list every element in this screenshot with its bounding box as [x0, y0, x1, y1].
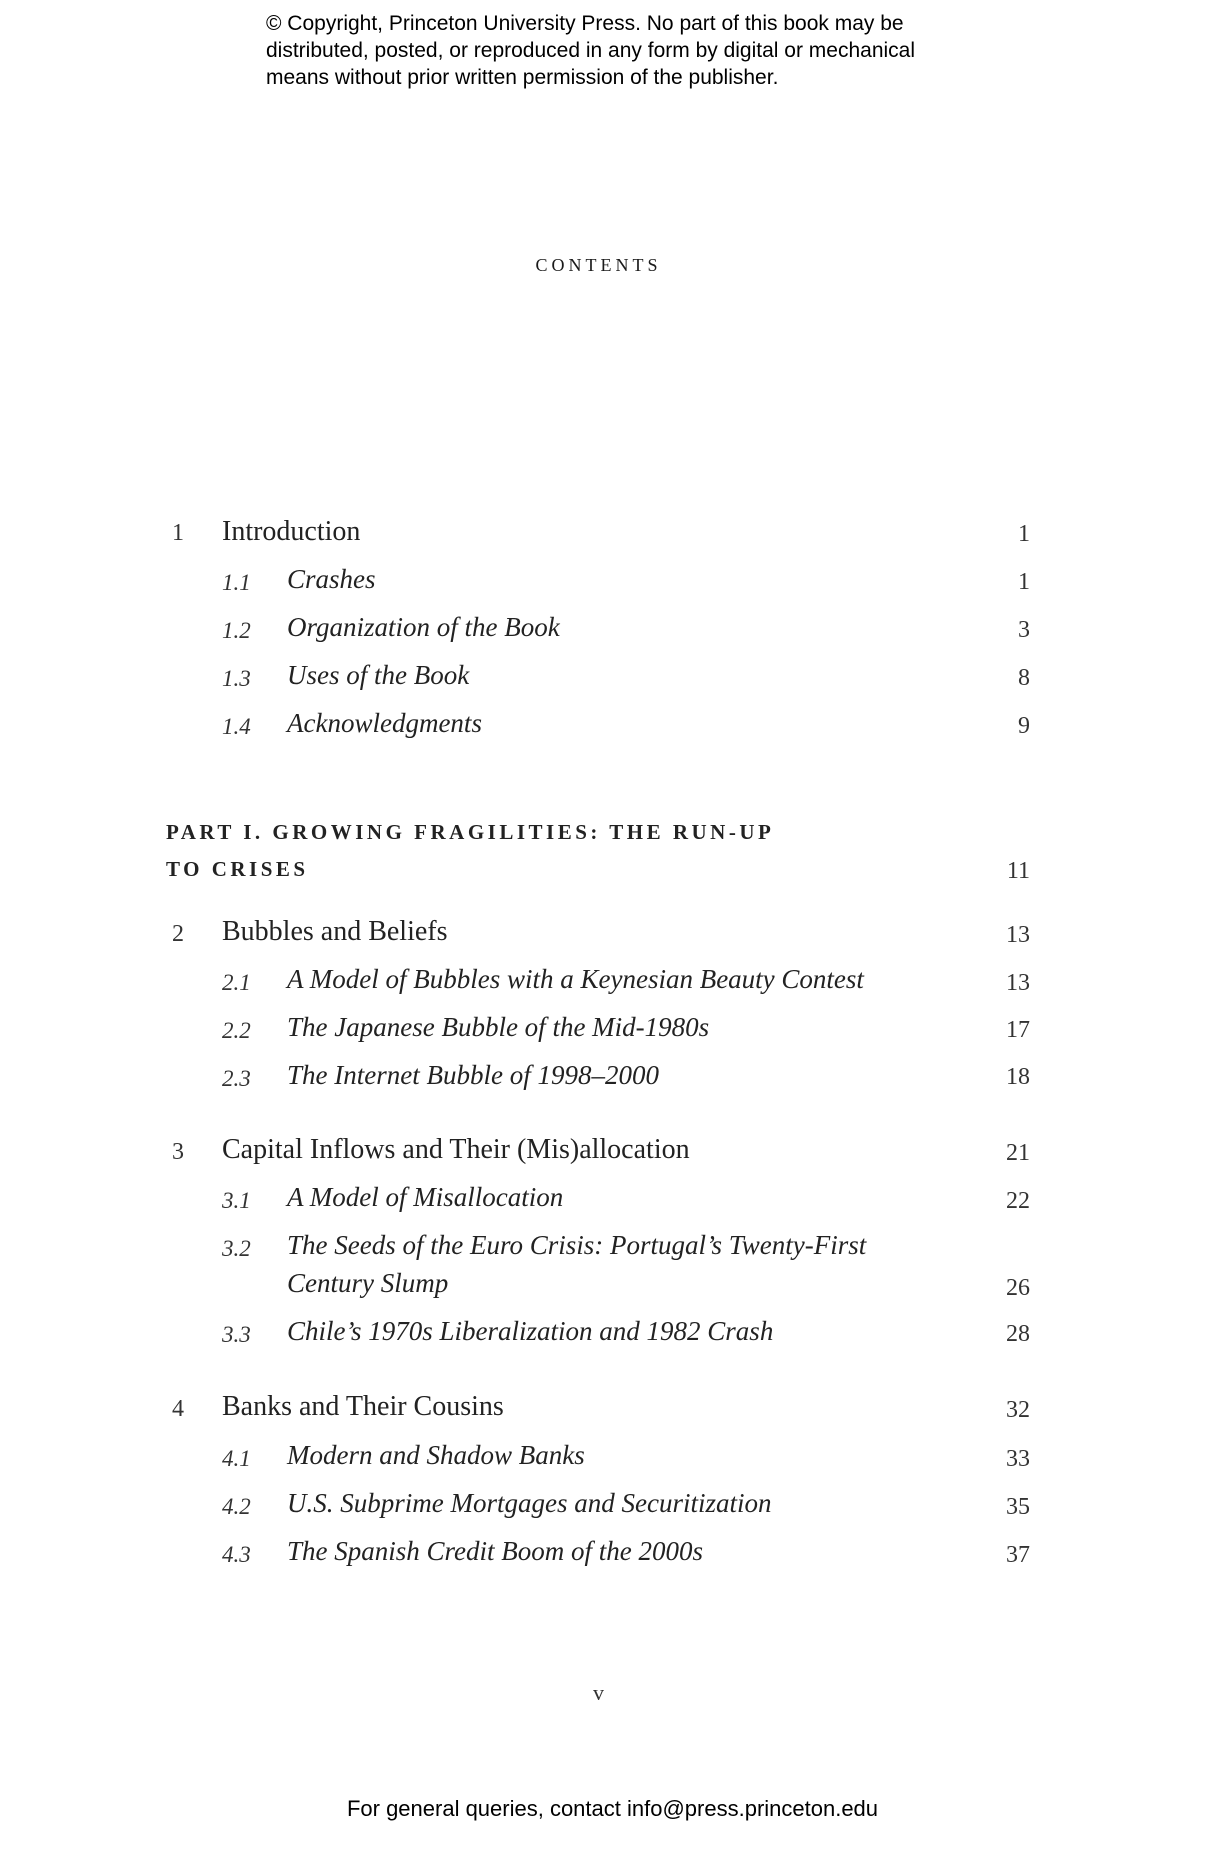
section-number: 1.1	[222, 570, 251, 595]
section-title[interactable]: Uses of the Book	[287, 660, 470, 690]
page-number: 32	[1006, 1397, 1030, 1423]
section-number: 4.2	[222, 1494, 251, 1519]
copyright-line: distributed, posted, or reproduced in any form by digital or mechanical	[266, 39, 916, 62]
section-number: 4.1	[222, 1446, 251, 1471]
section-number: 3.3	[222, 1322, 251, 1347]
page-folio: v	[593, 1680, 604, 1705]
chapter-number: 1	[172, 520, 184, 546]
page-number: 35	[1006, 1494, 1030, 1520]
page-number: 8	[1018, 665, 1030, 691]
chapter-number: 3	[172, 1139, 184, 1165]
section-number: 2.3	[222, 1066, 251, 1091]
chapter-number: 4	[172, 1396, 184, 1422]
footer-contact: For general queries, contact info@press.princeton.edu	[346, 1796, 879, 1821]
page-number: 9	[1018, 713, 1030, 739]
chapter-number: 2	[172, 921, 184, 947]
page-number: 26	[1006, 1275, 1030, 1301]
copyright-line: © Copyright, Princeton University Press. No part of this book may be	[266, 12, 904, 35]
page-number: 18	[1006, 1064, 1030, 1090]
section-number: 1.3	[222, 666, 251, 691]
section-title[interactable]: Acknowledgments	[287, 708, 482, 738]
page-number: 1	[1018, 521, 1030, 547]
section-number: 2.1	[222, 970, 251, 995]
page-number: 1	[1018, 569, 1030, 595]
section-title[interactable]: The Spanish Credit Boom of the 2000s	[287, 1536, 703, 1566]
page-number: 22	[1006, 1188, 1030, 1214]
section-title[interactable]: Modern and Shadow Banks	[287, 1440, 585, 1470]
page-number: 28	[1006, 1321, 1030, 1347]
section-title[interactable]: Chile’s 1970s Liberalization and 1982 Crash	[287, 1316, 774, 1346]
chapter-title[interactable]: Banks and Their Cousins	[222, 1391, 504, 1422]
page-number: 21	[1006, 1140, 1030, 1166]
section-title[interactable]: The Internet Bubble of 1998–2000	[287, 1060, 659, 1090]
section-title[interactable]: U.S. Subprime Mortgages and Securitization	[287, 1488, 772, 1518]
part-heading-line2[interactable]: TO CRISES	[166, 857, 309, 881]
chapter-title[interactable]: Introduction	[222, 516, 361, 547]
copyright-line: means without prior written permission of the publisher.	[266, 66, 779, 89]
page-number: 13	[1006, 922, 1030, 948]
section-number: 1.4	[222, 714, 251, 739]
page-number: 33	[1006, 1446, 1030, 1472]
chapter-title[interactable]: Bubbles and Beliefs	[222, 916, 448, 947]
section-number: 3.1	[222, 1188, 251, 1213]
section-title[interactable]: A Model of Bubbles with a Keynesian Beauty Contest	[287, 964, 864, 994]
page-number: 13	[1006, 970, 1030, 996]
section-number: 1.2	[222, 618, 251, 643]
section-number: 2.2	[222, 1018, 251, 1043]
section-title[interactable]: Organization of the Book	[287, 612, 560, 642]
section-number: 3.2	[222, 1236, 251, 1261]
contents-heading: contents	[535, 250, 662, 277]
page-number: 17	[1006, 1017, 1030, 1043]
section-title[interactable]: A Model of Misallocation	[287, 1182, 564, 1212]
section-title[interactable]: Crashes	[287, 564, 376, 594]
section-title-line1[interactable]: The Seeds of the Euro Crisis: Portugal’s Twenty-First	[287, 1230, 867, 1260]
page-number: 11	[1006, 858, 1030, 884]
page-number: 3	[1018, 617, 1030, 643]
section-title-line2[interactable]: Century Slump	[287, 1268, 449, 1298]
part-heading-line1[interactable]: PART I. GROWING FRAGILITIES: THE RUN-UP	[166, 820, 775, 844]
section-title[interactable]: The Japanese Bubble of the Mid-1980s	[287, 1012, 710, 1042]
chapter-title[interactable]: Capital Inflows and Their (Mis)allocation	[222, 1134, 690, 1165]
section-number: 4.3	[222, 1542, 251, 1567]
page-number: 37	[1006, 1542, 1030, 1568]
